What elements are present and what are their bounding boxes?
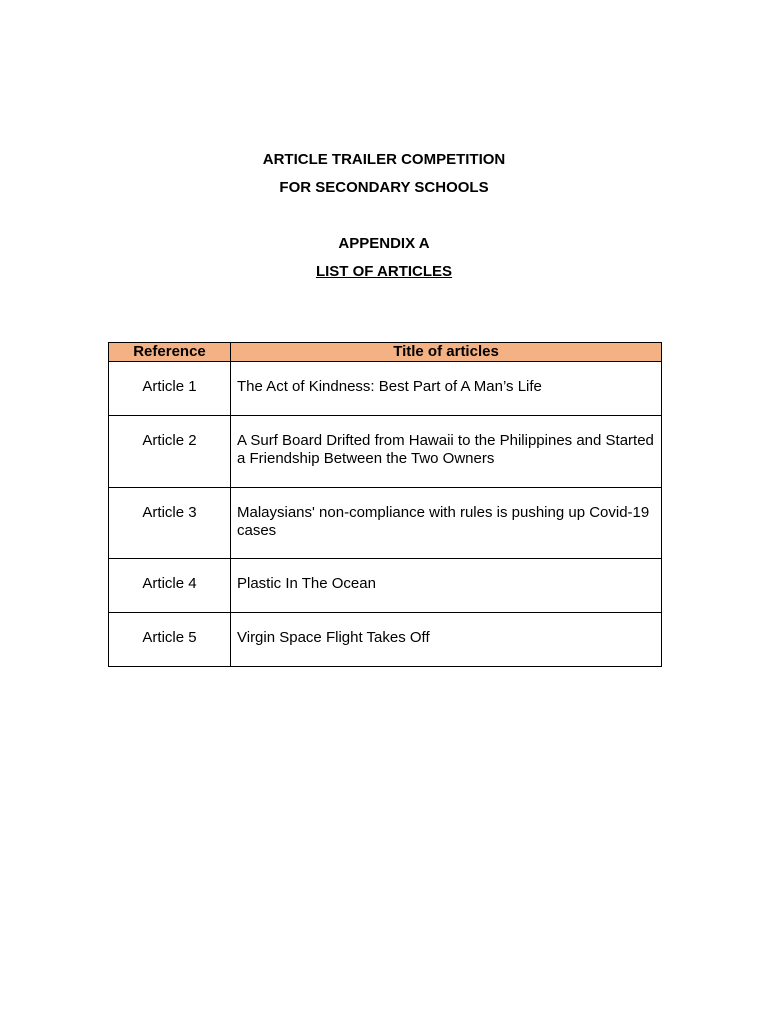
reference-cell bbox=[109, 362, 231, 416]
title-text: The Act of Kindness: Best Part of A Man’s Life bbox=[237, 378, 542, 395]
table-header-row bbox=[109, 343, 662, 362]
title-text: Virgin Space Flight Takes Off bbox=[237, 629, 430, 646]
table-row bbox=[109, 613, 662, 667]
title-cell bbox=[231, 362, 662, 416]
reference-text: Article 1 bbox=[142, 378, 197, 395]
title-cell bbox=[231, 488, 662, 559]
title-text: Plastic In The Ocean bbox=[237, 575, 376, 592]
list-title: LIST OF ARTICLES bbox=[315, 263, 453, 280]
articles-table bbox=[108, 342, 662, 667]
reference-text: Article 5 bbox=[142, 629, 197, 646]
document-title-line-1: ARTICLE TRAILER COMPETITION bbox=[262, 151, 506, 168]
column-header-reference: Reference bbox=[109, 343, 231, 362]
table-row bbox=[109, 488, 662, 559]
reference-cell bbox=[109, 613, 231, 667]
reference-text: Article 3 bbox=[142, 504, 197, 521]
title-text: A Surf Board Drifted from Hawaii to the Philippines and Started a Friendship Between the Two Owners bbox=[237, 432, 654, 467]
column-header-title: Title of articles bbox=[231, 343, 662, 362]
table-row bbox=[109, 416, 662, 488]
title-cell bbox=[231, 416, 662, 488]
title-cell bbox=[231, 559, 662, 613]
table-row bbox=[109, 559, 662, 613]
title-text: Malaysians' non-compliance with rules is pushing up Covid-19 cases bbox=[237, 504, 650, 539]
document-title-line-2: FOR SECONDARY SCHOOLS bbox=[279, 179, 489, 196]
table-row bbox=[109, 362, 662, 416]
title-cell bbox=[231, 613, 662, 667]
reference-text: Article 4 bbox=[142, 575, 197, 592]
reference-cell bbox=[109, 488, 231, 559]
reference-cell bbox=[109, 559, 231, 613]
reference-cell bbox=[109, 416, 231, 488]
reference-text: Article 2 bbox=[142, 432, 197, 449]
appendix-label: APPENDIX A bbox=[338, 235, 430, 252]
